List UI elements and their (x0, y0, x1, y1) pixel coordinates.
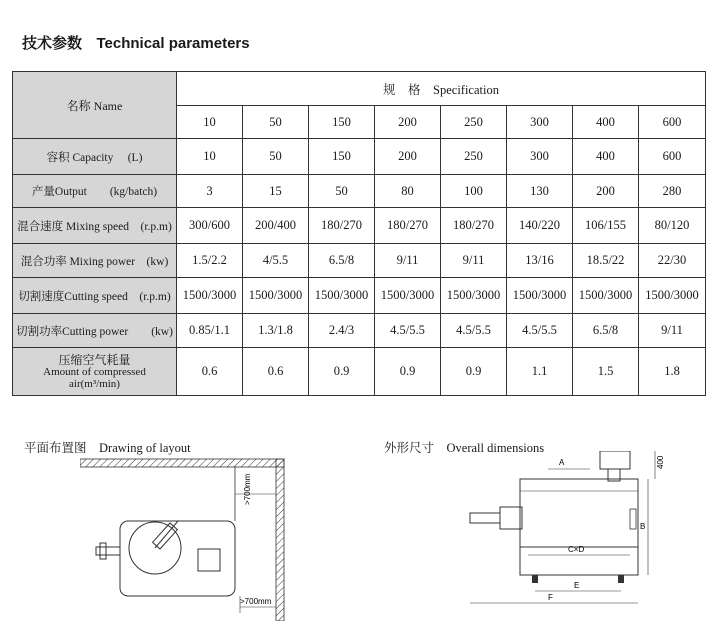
table-cell: 250 (441, 139, 507, 175)
table-cell: 80/120 (639, 208, 706, 244)
table-cell: 4.5/5.5 (375, 314, 441, 348)
table-cell: 200 (573, 175, 639, 208)
side-handle (630, 509, 636, 529)
discharge-pipe (470, 513, 500, 523)
table-cell: 0.85/1.1 (177, 314, 243, 348)
table-row (13, 314, 706, 348)
table-cell: 1.5 (573, 348, 639, 396)
table-cell: 18.5/22 (573, 244, 639, 278)
row-label: 产量Output (kg/batch) (13, 175, 177, 208)
dim-f-label: F (548, 593, 553, 602)
outlet-flange (100, 543, 106, 559)
model-header-6: 400 (573, 106, 639, 139)
table-cell: 130 (507, 175, 573, 208)
wall-right (276, 459, 284, 621)
table-cell: 1500/3000 (375, 278, 441, 314)
control-panel (198, 549, 220, 571)
table-row (13, 244, 706, 278)
table-cell: 15 (243, 175, 309, 208)
table-cell: 1500/3000 (507, 278, 573, 314)
table-cell: 4/5.5 (243, 244, 309, 278)
table-cell: 6.5/8 (573, 314, 639, 348)
model-header-1: 50 (243, 106, 309, 139)
row-label: 切割功率Cutting power (kw) (13, 314, 177, 348)
machine-body (120, 521, 235, 596)
table-cell: 80 (375, 175, 441, 208)
table-cell: 1500/3000 (573, 278, 639, 314)
table-cell: 1500/3000 (441, 278, 507, 314)
bottom-clearance-label: >700mm (240, 597, 272, 606)
wall-top (80, 459, 284, 467)
air-label-cell (13, 348, 177, 396)
title-cn: 技术参数 (22, 35, 83, 52)
layout-drawing-title: 平面布置图 Drawing of layout (24, 441, 191, 455)
row-label: 混合功率 Mixing power (kw) (13, 244, 177, 278)
spec-table (12, 71, 706, 396)
table-cell: 1.8 (639, 348, 706, 396)
table-cell: 1500/3000 (639, 278, 706, 314)
table-cell: 1500/3000 (243, 278, 309, 314)
title-en: Technical parameters (96, 35, 250, 52)
overall-dimensions-drawing (460, 451, 680, 621)
table-cell: 100 (441, 175, 507, 208)
dim-a-label: A (559, 458, 565, 467)
top-motor (600, 451, 630, 469)
air-label-en1: Amount of compressed (43, 365, 146, 378)
model-header-0: 10 (177, 106, 243, 139)
table-cell: 300/600 (177, 208, 243, 244)
table-cell: 1.3/1.8 (243, 314, 309, 348)
table-cell: 140/220 (507, 208, 573, 244)
table-cell: 13/16 (507, 244, 573, 278)
table-cell: 400 (573, 139, 639, 175)
table-row (13, 139, 706, 175)
table-cell: 106/155 (573, 208, 639, 244)
table-cell: 1.1 (507, 348, 573, 396)
table-cell: 280 (639, 175, 706, 208)
table-row (13, 208, 706, 244)
row-label: 切割速度Cutting speed (r.p.m) (13, 278, 177, 314)
table-cell: 0.9 (309, 348, 375, 396)
table-cell: 50 (243, 139, 309, 175)
table-cell: 0.9 (441, 348, 507, 396)
page-title (22, 32, 250, 53)
model-header-7: 600 (639, 106, 706, 139)
model-header-5: 300 (507, 106, 573, 139)
table-cell: 180/270 (441, 208, 507, 244)
table-cell: 200 (375, 139, 441, 175)
discharge-valve (500, 507, 522, 529)
row-label: 容积 Capacity (L) (13, 139, 177, 175)
table-cell: 9/11 (639, 314, 706, 348)
table-cell: 2.4/3 (309, 314, 375, 348)
air-label-en2: air(m³/min) (69, 377, 120, 390)
table-cell: 0.6 (243, 348, 309, 396)
table-cell: 1.5/2.2 (177, 244, 243, 278)
table-cell: 9/11 (375, 244, 441, 278)
table-cell: 50 (309, 175, 375, 208)
table-cell: 1500/3000 (177, 278, 243, 314)
foot-left (532, 575, 538, 583)
table-row (13, 278, 706, 314)
foot-right (618, 575, 624, 583)
dim-b-label: B (640, 522, 646, 531)
table-cell: 4.5/5.5 (441, 314, 507, 348)
row-label: 混合速度 Mixing speed (r.p.m) (13, 208, 177, 244)
table-cell: 9/11 (441, 244, 507, 278)
table-cell: 600 (639, 139, 706, 175)
table-cell: 180/270 (375, 208, 441, 244)
model-header-4: 250 (441, 106, 507, 139)
main-body (520, 479, 638, 547)
spec-header-row (13, 72, 706, 106)
overall-dimensions-title: 外形尺寸 Overall dimensions (384, 441, 545, 455)
table-row (13, 175, 706, 208)
dim-top-label: 400 (656, 455, 665, 469)
model-header-3: 200 (375, 106, 441, 139)
spec-header: 规 格 Specification (177, 72, 706, 106)
side-clearance-label: >700mm (243, 473, 252, 505)
air-label-cn: 压缩空气耗量 (58, 352, 131, 367)
table-cell: 4.5/5.5 (507, 314, 573, 348)
table-cell: 0.9 (375, 348, 441, 396)
table-cell: 10 (177, 139, 243, 175)
table-cell: 300 (507, 139, 573, 175)
table-cell: 6.5/8 (309, 244, 375, 278)
dim-e-label: E (574, 581, 580, 590)
table-cell: 22/30 (639, 244, 706, 278)
model-header-2: 150 (309, 106, 375, 139)
table-row (13, 348, 706, 396)
layout-drawing (80, 451, 370, 621)
table-cell: 180/270 (309, 208, 375, 244)
table-cell: 1500/3000 (309, 278, 375, 314)
table-cell: 0.6 (177, 348, 243, 396)
table-cell: 3 (177, 175, 243, 208)
table-cell: 200/400 (243, 208, 309, 244)
table-cell: 150 (309, 139, 375, 175)
dim-cd-label: C×D (568, 545, 585, 554)
name-header: 名称 Name (13, 72, 177, 139)
